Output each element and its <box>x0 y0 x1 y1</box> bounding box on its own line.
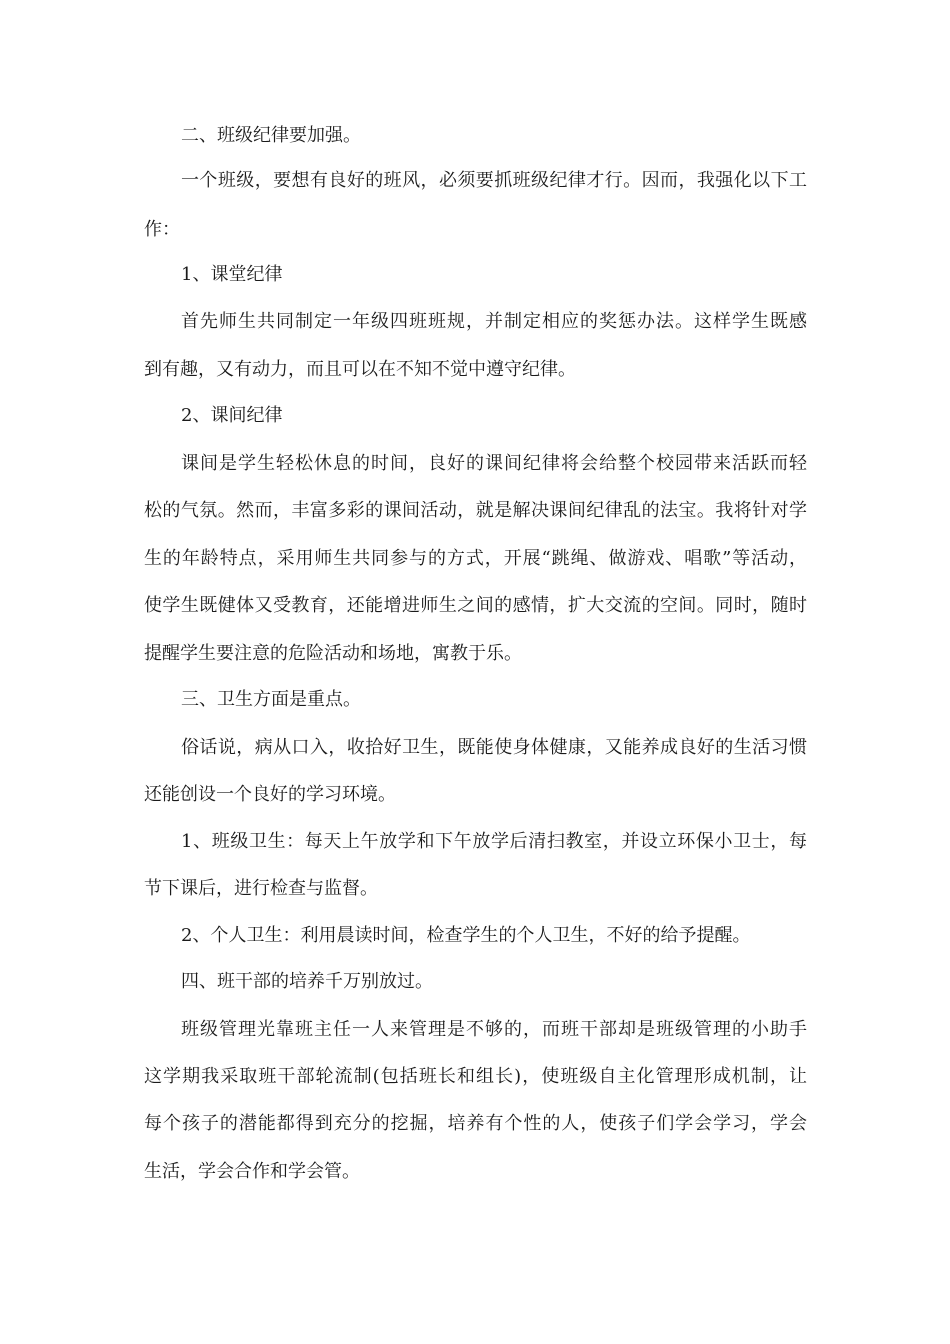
paragraph-line: 到有趣，又有动力，而且可以在不知不觉中遵守纪律。 <box>144 359 576 380</box>
paragraph-line: 首先师生共同制定一年级四班班规，并制定相应的奖惩办法。这样学生既感 <box>181 311 807 332</box>
paragraph-line: 节下课后，进行检查与监督。 <box>144 878 378 899</box>
subheading-break-discipline: 2、课间纪律 <box>181 405 283 426</box>
paragraph-line: 一个班级，要想有良好的班风，必须要抓班级纪律才行。因而，我强化以下工 <box>181 170 807 191</box>
paragraph-line: 还能创设一个良好的学习环境。 <box>144 784 396 805</box>
paragraph-line: 生活，学会合作和学会管。 <box>144 1161 360 1182</box>
heading-class-discipline: 二、班级纪律要加强。 <box>181 125 361 146</box>
paragraph-line: 松的气氛。然而，丰富多彩的课间活动，就是解决课间纪律乱的法宝。我将针对学 <box>144 500 807 521</box>
paragraph-line: 俗话说，病从口入，收拾好卫生，既能使身体健康，又能养成良好的生活习惯 <box>181 737 807 758</box>
heading-class-cadres: 四、班干部的培养千万别放过。 <box>181 971 433 992</box>
paragraph-line: 1、班级卫生：每天上午放学和下午放学后清扫教室，并设立环保小卫士，每 <box>181 831 807 852</box>
paragraph-line: 课间是学生轻松休息的时间，良好的课间纪律将会给整个校园带来活跃而轻 <box>181 453 807 474</box>
subheading-classroom-discipline: 1、课堂纪律 <box>181 264 283 285</box>
paragraph-line: 班级管理光靠班主任一人来管理是不够的，而班干部却是班级管理的小助手 <box>181 1019 807 1040</box>
paragraph-line: 每个孩子的潜能都得到充分的挖掘，培养有个性的人，使孩子们学会学习，学会 <box>144 1113 807 1134</box>
paragraph-line: 使学生既健体又受教育，还能增进师生之间的感情，扩大交流的空间。同时，随时 <box>144 595 807 616</box>
heading-hygiene: 三、卫生方面是重点。 <box>181 689 361 710</box>
paragraph-line: 生的年龄特点，采用师生共同参与的方式，开展“跳绳、做游戏、唱歌”等活动， <box>144 548 807 569</box>
paragraph-line: 2、个人卫生：利用晨读时间，检查学生的个人卫生，不好的给予提醒。 <box>181 925 751 946</box>
paragraph-line: 作： <box>144 219 180 240</box>
paragraph-line: 这学期我采取班干部轮流制(包括班长和组长)，使班级自主化管理形成机制，让 <box>144 1066 807 1087</box>
paragraph-line: 提醒学生要注意的危险活动和场地，寓教于乐。 <box>144 643 522 664</box>
